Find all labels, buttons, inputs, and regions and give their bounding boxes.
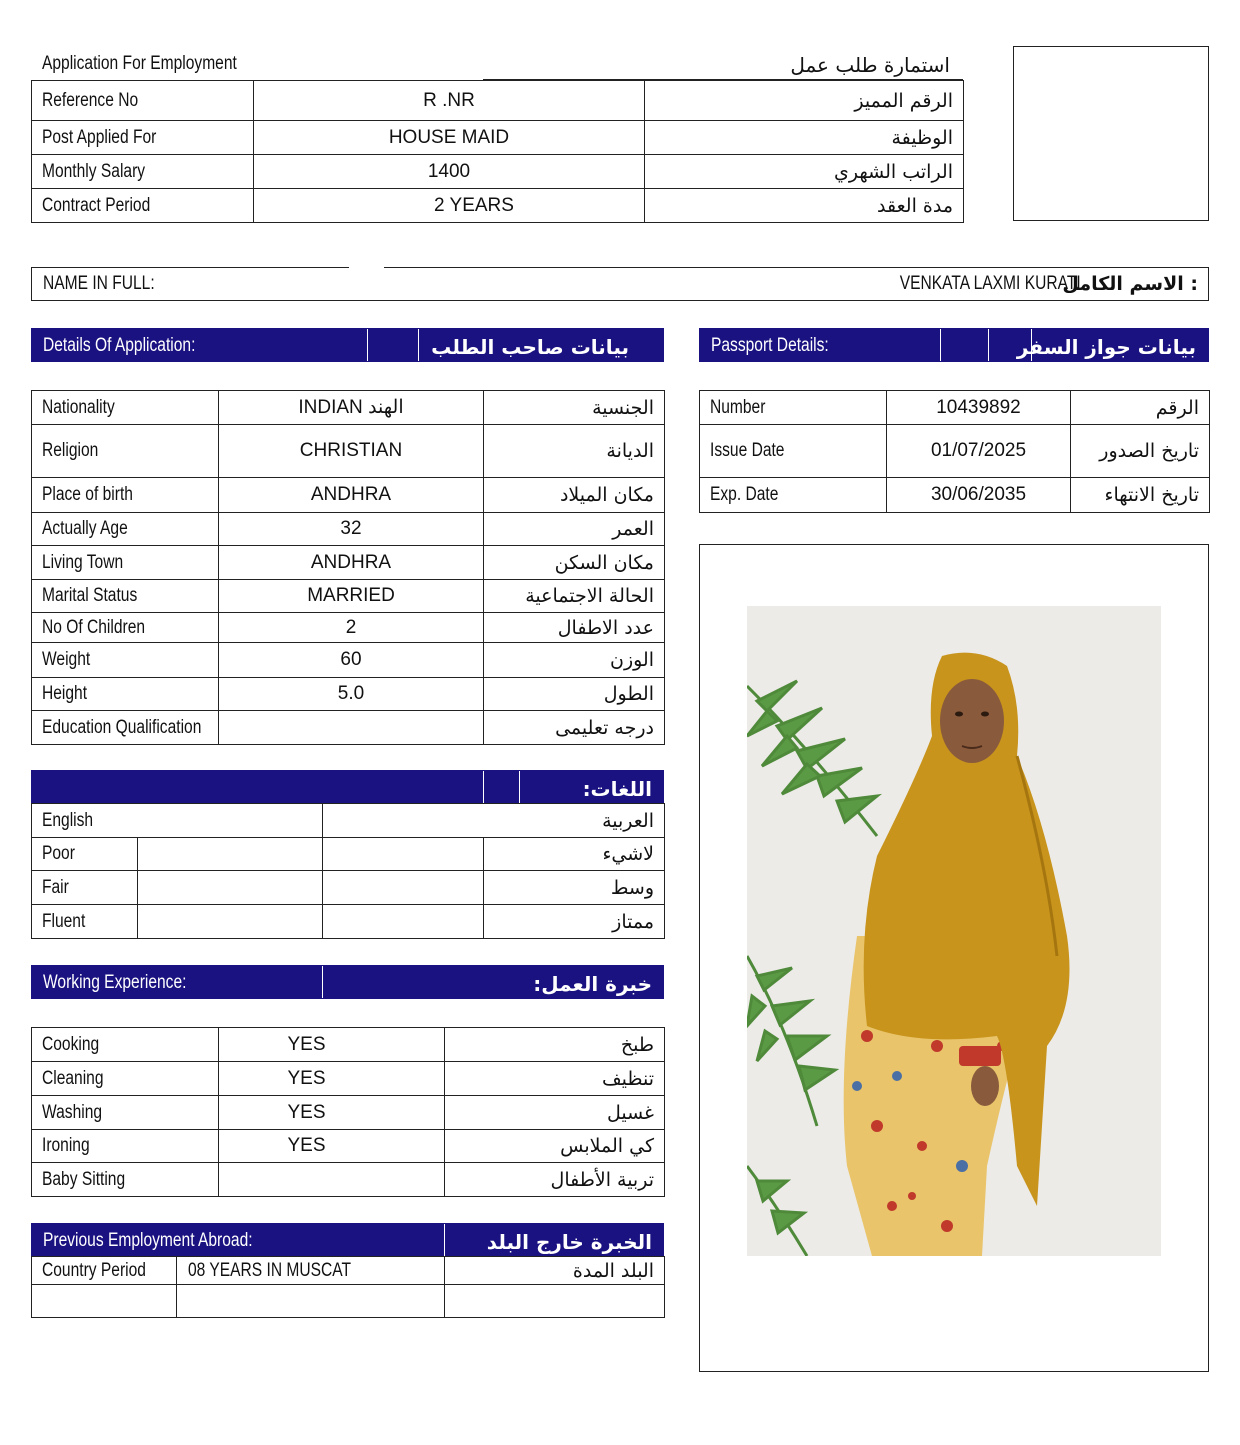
name-row [31, 267, 1209, 301]
passport-number-label-ar: الرقم [1071, 391, 1210, 425]
height-label-ar: الطول [484, 678, 665, 711]
english-fair-cell[interactable] [138, 871, 323, 905]
exp-date-label-ar: تاريخ الانتهاء [1071, 478, 1210, 513]
eye-left [955, 712, 963, 717]
details-header-bar [31, 328, 664, 362]
name-value[interactable]: VENKATA LAXMI KURATI [900, 273, 1081, 294]
salary-label-ar: الراتب الشهري [645, 155, 964, 189]
hand-shape [971, 1066, 999, 1106]
table-row [700, 391, 1210, 425]
contract-value[interactable]: 2 YEARS [254, 189, 645, 223]
height-value[interactable]: 5.0 [219, 678, 484, 711]
town-label: Living Town [42, 551, 124, 573]
birthplace-label: Place of birth [42, 484, 133, 505]
cooking-label-ar: طبخ [445, 1028, 665, 1062]
ironing-label: Ironing [42, 1135, 90, 1156]
previous-header-ar: الخبرة خارج البلد [486, 1230, 652, 1254]
details-header-en: Details Of Application: [43, 335, 196, 356]
issue-date-value[interactable]: 01/07/2025 [887, 425, 1071, 478]
table-row [32, 905, 665, 939]
name-label-ar: : الاسم الكامل [1062, 273, 1198, 295]
previous-header-en: Previous Employment Abroad: [43, 1230, 253, 1251]
children-value[interactable]: 2 [219, 613, 484, 643]
passport-header-ar: بيانات جواز السفر [1016, 335, 1196, 359]
education-value[interactable] [219, 711, 484, 745]
passport-header-en: Passport Details: [711, 335, 829, 356]
empty-cell[interactable] [177, 1285, 445, 1318]
reference-value[interactable]: R .NR [254, 81, 645, 121]
level-fair-label: Fair [42, 876, 69, 898]
table-row [32, 425, 665, 478]
table-row [32, 513, 665, 546]
height-label: Height [42, 683, 88, 704]
salary-label: Monthly Salary [42, 160, 146, 182]
country-period-label-ar: البلد المدة [445, 1257, 665, 1285]
passport-number-value[interactable]: 10439892 [887, 391, 1071, 425]
table-row [32, 81, 964, 121]
cooking-value[interactable]: YES [219, 1028, 445, 1062]
table-row [32, 838, 665, 871]
name-label: NAME IN FULL: [43, 273, 155, 294]
experience-header-bar [31, 965, 664, 999]
level-poor-label: Poor [42, 843, 75, 864]
cleaning-value[interactable]: YES [219, 1062, 445, 1096]
ironing-label-ar: كي الملابس [445, 1130, 665, 1163]
babysitting-label: Baby Sitting [42, 1168, 126, 1190]
languages-header-ar: اللغات: [582, 777, 652, 801]
table-row [32, 1257, 665, 1285]
exp-date-label: Exp. Date [710, 484, 779, 505]
marital-label-ar: الحالة الاجتماعية [484, 580, 665, 613]
face-shape [940, 679, 1004, 763]
post-label-ar: الوظيفة [645, 121, 964, 155]
age-value[interactable]: 32 [219, 513, 484, 546]
children-label: No Of Children [42, 616, 146, 638]
level-poor-label-ar: لاشيء [484, 838, 665, 871]
details-header-ar: بيانات صاحب الطلب [431, 335, 629, 359]
table-row [32, 1130, 665, 1163]
table-row [32, 678, 665, 711]
table-row [700, 478, 1210, 513]
salary-value[interactable]: 1400 [254, 155, 645, 189]
level-fair-label-ar: وسط [484, 871, 665, 905]
empty-cell[interactable] [445, 1285, 665, 1318]
languages-header-bar [31, 770, 664, 804]
weight-label: Weight [42, 649, 91, 670]
table-row [32, 121, 964, 155]
table-row [32, 478, 665, 513]
table-row [32, 1285, 665, 1318]
passport-number-label: Number [710, 396, 766, 418]
exp-date-value[interactable]: 30/06/2035 [887, 478, 1071, 513]
town-value[interactable]: ANDHRA [219, 546, 484, 580]
languages-table [31, 803, 665, 939]
table-row [32, 546, 665, 580]
babysitting-label-ar: تربية الأطفال [445, 1163, 665, 1197]
english-fluent-cell[interactable] [138, 905, 323, 939]
washing-label-ar: غسيل [445, 1096, 665, 1130]
birthplace-label-ar: مكان الميلاد [484, 478, 665, 513]
level-fluent-label: Fluent [42, 910, 86, 932]
nationality-label: Nationality [42, 396, 115, 418]
details-table [31, 390, 665, 745]
table-row [32, 189, 964, 223]
reference-label-ar: الرقم المميز [645, 81, 964, 121]
top-info-table [31, 80, 964, 223]
nationality-label-ar: الجنسية [484, 391, 665, 425]
table-row [32, 155, 964, 189]
passport-table [699, 390, 1210, 513]
table-row [32, 1028, 665, 1062]
table-row [32, 643, 665, 678]
age-label: Actually Age [42, 518, 128, 539]
religion-value[interactable]: CHRISTIAN [219, 425, 484, 478]
language-english-label: English [42, 809, 94, 831]
reference-label: Reference No [42, 89, 139, 111]
previous-table [31, 1256, 665, 1318]
eye-right [981, 712, 989, 717]
table-row [32, 1163, 665, 1197]
children-label-ar: عدد الاطفال [484, 613, 665, 643]
cleaning-label: Cleaning [42, 1067, 104, 1089]
table-row [32, 804, 665, 838]
religion-label-ar: الديانة [484, 425, 665, 478]
weight-value[interactable]: 60 [219, 643, 484, 678]
post-value[interactable]: HOUSE MAID [254, 121, 645, 155]
form-title-ar: استمارة طلب عمل [790, 53, 950, 77]
empty-cell[interactable] [32, 1285, 177, 1318]
table-row [700, 425, 1210, 478]
applicant-photo [747, 606, 1161, 1256]
cooking-label: Cooking [42, 1033, 100, 1055]
washing-label: Washing [42, 1101, 103, 1123]
contract-label-ar: مدة العقد [645, 189, 964, 223]
country-period-value[interactable]: 08 YEARS IN MUSCAT [188, 1259, 352, 1281]
education-label-ar: درجه تعليمى [484, 711, 665, 745]
language-arabic-label: العربية [323, 804, 665, 838]
education-label: Education Qualification [42, 716, 202, 738]
experience-header-en: Working Experience: [43, 972, 187, 993]
weight-label-ar: الوزن [484, 643, 665, 678]
previous-header-bar [31, 1223, 664, 1257]
level-fluent-label-ar: ممتاز [484, 905, 665, 939]
table-row [32, 711, 665, 745]
marital-label: Marital Status [42, 585, 138, 606]
table-row [32, 391, 665, 425]
nationality-value[interactable]: INDIAN الهند [219, 391, 484, 425]
babysitting-value[interactable] [219, 1163, 445, 1197]
age-label-ar: العمر [484, 513, 665, 546]
marital-value[interactable]: MARRIED [219, 580, 484, 613]
english-poor-cell[interactable] [138, 838, 323, 871]
issue-date-label-ar: تاريخ الصدور [1071, 425, 1210, 478]
arabic-poor-cell[interactable] [323, 838, 484, 871]
bangles [959, 1046, 1001, 1066]
post-label: Post Applied For [42, 126, 157, 148]
issue-date-label: Issue Date [710, 440, 785, 461]
table-row [32, 1096, 665, 1130]
table-row [32, 613, 665, 643]
form-title-en: Application For Employment [42, 53, 237, 74]
table-row [32, 580, 665, 613]
country-period-label: Country Period [42, 1259, 146, 1281]
ironing-value[interactable]: YES [219, 1130, 445, 1163]
small-photo-box [1013, 46, 1209, 221]
experience-table [31, 1027, 665, 1197]
contract-label: Contract Period [42, 194, 151, 216]
table-row [32, 1062, 665, 1096]
religion-label: Religion [42, 440, 99, 461]
passport-header-bar [699, 328, 1209, 362]
arabic-fluent-cell[interactable] [323, 905, 484, 939]
arabic-fair-cell[interactable] [323, 871, 484, 905]
table-row [32, 871, 665, 905]
experience-header-ar: خبرة العمل: [533, 972, 652, 996]
cleaning-label-ar: تنظيف [445, 1062, 665, 1096]
town-label-ar: مكان السكن [484, 546, 665, 580]
birthplace-value[interactable]: ANDHRA [219, 478, 484, 513]
washing-value[interactable]: YES [219, 1096, 445, 1130]
